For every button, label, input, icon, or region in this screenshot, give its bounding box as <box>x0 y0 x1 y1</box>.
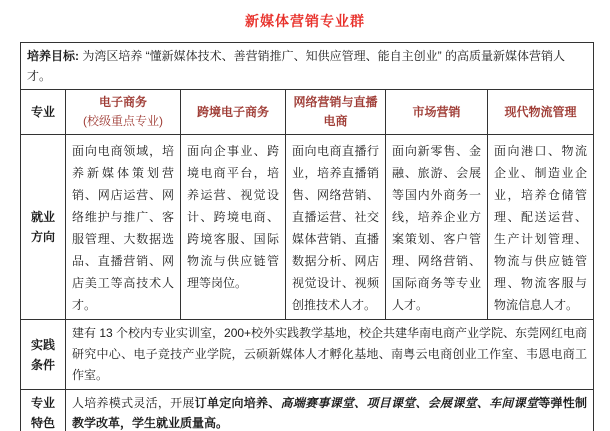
features-row <box>21 390 594 431</box>
practice-text: 建有 13 个校内专业实训室，200+校外实践教学基地，校企共建华南电商产业学院、东莞网红电商研究中心、电子竞技产业学院，云硕新媒体人才孵化基地、南粤云电商创业工作室、韦恩电商工作室。 <box>66 320 594 390</box>
major-name: 网络营销与直播电商 <box>293 95 378 128</box>
major-header-row <box>21 90 594 135</box>
major-name: 现代物流管理 <box>504 104 577 119</box>
page-title: 新媒体营销专业群 <box>245 13 365 29</box>
practice-row-label: 实践条件 <box>21 320 66 390</box>
major-note: (校级重点专业) <box>83 114 163 128</box>
employment-cross-border: 面向企事业、跨境电商平台，培养运营、视觉设计、跨境电商、跨境客服、国际物流与供应链管理等岗位。 <box>181 135 286 320</box>
employment-logistics: 面向港口、物流企业、制造业企业，培养仓储管理、配送运营、生产计划管理、物流与供应链管理、物流客服与物流信息人才。 <box>488 135 594 320</box>
major-modern-logistics <box>488 90 594 135</box>
features-segment-bold-tail: 等弹性制教学改革，学生就业质量高。 <box>72 396 588 430</box>
major-name: 电子商务 <box>98 95 147 109</box>
major-ecommerce <box>66 90 181 135</box>
major-name: 市场营销 <box>412 104 461 119</box>
major-network-marketing-livestream <box>286 90 386 135</box>
goal-text: 为湾区培养 “懂新媒体技术、善营销推广、知供应管理、能自主创业” 的高质量新媒体营销人才。 <box>27 49 566 83</box>
goal-label: 培养目标: <box>27 49 79 63</box>
goal-row <box>21 43 594 90</box>
features-segment-bold-italic: 高端赛事课堂、项目课堂、会展课堂、车间课堂 <box>280 396 539 410</box>
features-segment-bold: 订单定向培养、 <box>194 396 281 410</box>
major-name: 跨境电子商务 <box>196 104 269 119</box>
features-text <box>66 390 594 431</box>
features-row-label: 专业特色 <box>21 390 66 431</box>
employment-marketing: 面向新零售、金融、旅游、会展等国内外商务一线，培养企业方案策划、客户管理、网络营销、国际商务等专业人才。 <box>386 135 488 320</box>
goal-cell <box>21 43 594 90</box>
program-table <box>20 42 594 431</box>
features-segment-regular: 人培养模式灵活，开展 <box>72 396 195 410</box>
major-marketing <box>386 90 488 135</box>
employment-livestream: 面向电商直播行业，培养直播销售、网络营销、直播运营、社交媒体营销、直播数据分析、网店视觉设计、视频创推技术人才。 <box>286 135 386 320</box>
employment-ecommerce: 面向电商领域，培养新媒体策划营销、网店运营、网络维护与推广、客服管理、大数据选品、直播营销、网店美工等高技术人才。 <box>66 135 181 320</box>
major-cross-border-ecommerce <box>181 90 286 135</box>
practice-row <box>21 320 594 390</box>
employment-row-label: 就业方向 <box>21 135 66 320</box>
major-row-label: 专业 <box>21 90 66 135</box>
employment-row <box>21 135 594 320</box>
